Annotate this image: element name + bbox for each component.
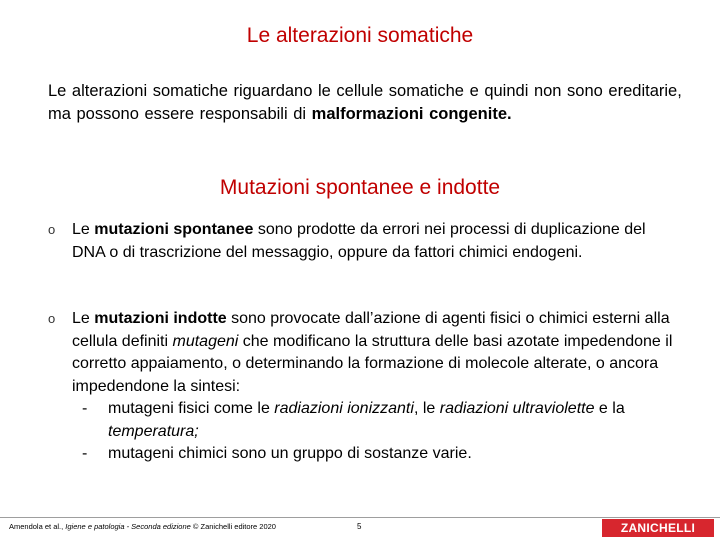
sub1-italic-1: radiazioni ionizzanti bbox=[274, 400, 414, 417]
footer-credit bbox=[9, 522, 276, 531]
bullet-text bbox=[72, 308, 678, 398]
credit-authors: Amendola et al., bbox=[9, 522, 66, 531]
dash-marker: - bbox=[82, 400, 88, 417]
sub1-mid-2: e la bbox=[594, 400, 625, 417]
section-subtitle: Mutazioni spontanee e indotte bbox=[219, 176, 501, 199]
bullet-text bbox=[72, 219, 678, 264]
page-number: 5 bbox=[357, 522, 362, 531]
sub1-italic-3: temperatura; bbox=[108, 422, 199, 440]
bullet2-italic: mutageni bbox=[172, 332, 239, 350]
bullet2-rest: che modificano la struttura delle basi azotate impedendone il corretto appaiamento, o determinando la formazione di molecole alterate, o ancora impedendone la sintesi: bbox=[72, 332, 673, 395]
page-title: Le alterazioni somatiche bbox=[246, 24, 474, 47]
sub-item-chimici bbox=[82, 443, 678, 466]
bullet-marker: o bbox=[48, 222, 56, 237]
bullet1-pre: Le bbox=[72, 221, 95, 238]
bullet2-mid: sono provocate dall’azione di agenti fisici o chimici esterni alla cellula definiti bbox=[72, 310, 670, 350]
bullet2-bold: mutazioni indotte bbox=[94, 310, 227, 327]
intro-text: Le alterazioni somatiche riguardano le cellule somatiche e quindi non sono ereditarie, ma possono essere responsabili di bbox=[48, 82, 682, 123]
footer-divider bbox=[0, 517, 720, 518]
dash-marker: - bbox=[82, 445, 88, 462]
bullet2-pre: Le bbox=[72, 310, 95, 327]
sub1-pre: mutageni fisici come le bbox=[108, 400, 275, 417]
bullet-spontanee bbox=[48, 219, 678, 264]
zanichelli-logo: ZANICHELLI bbox=[602, 519, 714, 537]
sub-item-fisici bbox=[82, 398, 678, 443]
sub1-mid-1: , le bbox=[413, 400, 440, 417]
intro-paragraph bbox=[48, 80, 688, 126]
credit-publisher: © Zanichelli editore 2020 bbox=[190, 522, 276, 531]
sub1-italic-2: radiazioni ultraviolette bbox=[439, 400, 595, 417]
bullet1-bold: mutazioni spontanee bbox=[94, 221, 254, 238]
sub2-text: mutageni chimici sono un gruppo di sostanze varie. bbox=[108, 445, 472, 462]
bullet-indotte bbox=[48, 308, 678, 466]
bullet-marker: o bbox=[48, 311, 56, 326]
intro-bold: malformazioni congenite. bbox=[311, 105, 512, 123]
credit-book-title: Igiene e patologia - Seconda edizione bbox=[65, 522, 191, 531]
bullet1-rest: sono prodotte da errori nei processi di duplicazione del DNA o di trascrizione del messaggio, oppure da fattori chimici endogeni. bbox=[72, 221, 646, 261]
